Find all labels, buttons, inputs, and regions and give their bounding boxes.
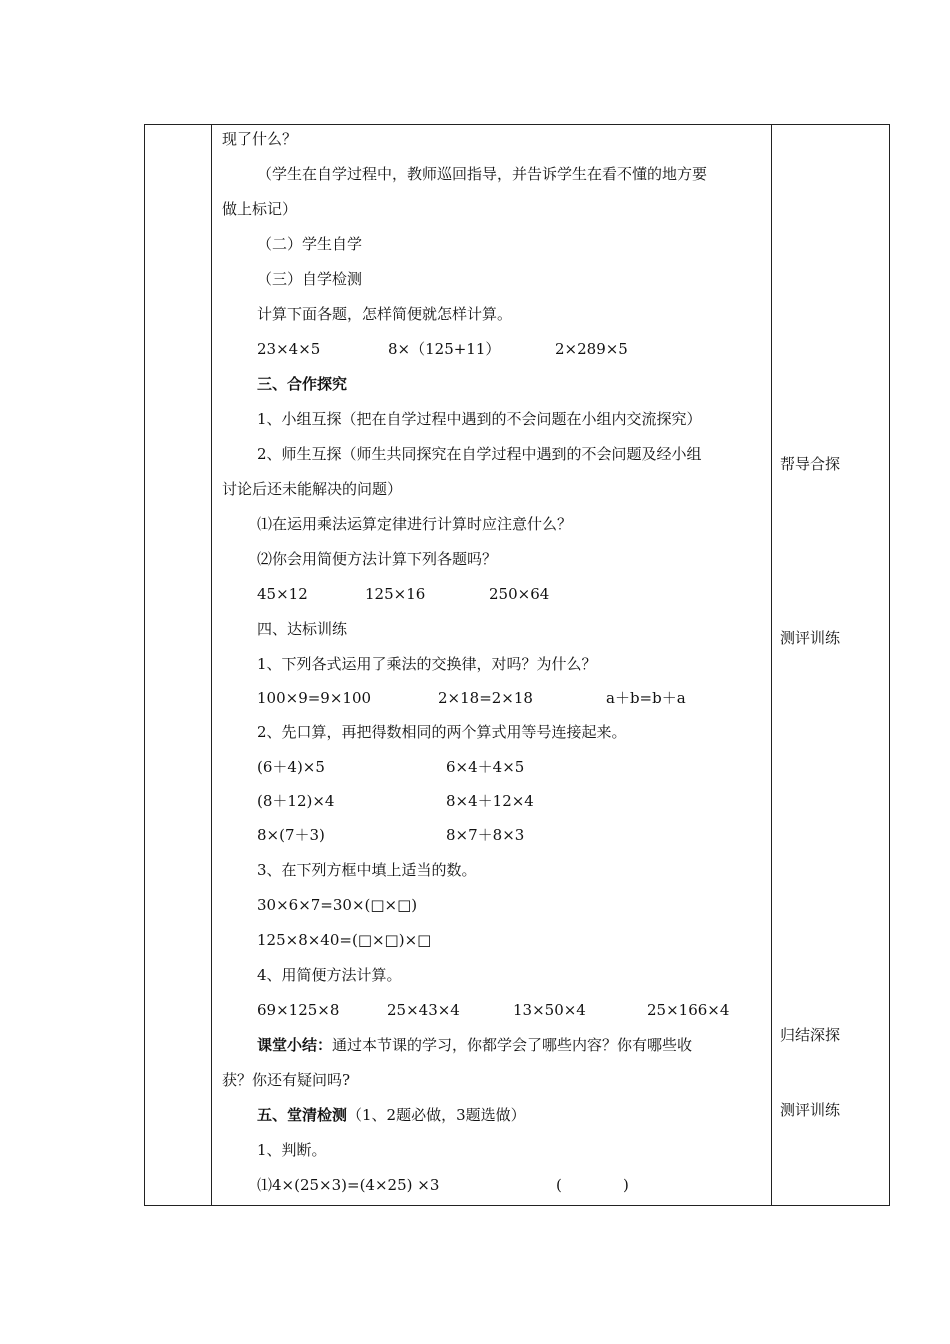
check-heading-line	[257, 1105, 526, 1125]
expression: 125×8×40=(□×□)×□	[257, 931, 432, 949]
expression: 45×12	[257, 585, 308, 603]
expression: 69×125×8	[257, 1001, 340, 1019]
text-line: 4、用简便方法计算。	[257, 966, 402, 984]
expression: 2×18=2×18	[438, 689, 533, 707]
expression: 8×7＋8×3	[446, 826, 525, 844]
expression: 250×64	[489, 585, 550, 603]
expression: 100×9=9×100	[257, 689, 372, 707]
section-heading: 四、达标训练	[257, 620, 348, 638]
expression: 8×4＋12×4	[446, 792, 534, 810]
expression: 30×6×7=30×(□×□)	[257, 896, 418, 914]
expression: 8×(7＋3)	[257, 826, 325, 844]
answer-paren-close: )	[623, 1176, 629, 1194]
text-line: 2、先口算，再把得数相同的两个算式用等号连接起来。	[257, 723, 627, 741]
check-note: （1、2题必做，3题选做）	[347, 1106, 526, 1124]
summary-text: 通过本节课的学习，你都学会了哪些内容？你有哪些收	[332, 1036, 693, 1054]
expression: ⑴4×(25×3)=(4×25) ×3	[257, 1176, 440, 1194]
expression: 13×50×4	[513, 1001, 586, 1019]
text-line: 1、下列各式运用了乘法的交换律，对吗？为什么？	[257, 655, 597, 673]
column-divider-right	[771, 125, 772, 1205]
text-line: 1、小组互探（把在自学过程中遇到的不会问题在小组内交流探究）	[257, 410, 702, 428]
text-line: 现了什么？	[222, 130, 298, 148]
expression: 23×4×5	[257, 340, 321, 358]
text-line: 做上标记）	[222, 200, 298, 218]
check-heading: 五、堂清检测	[257, 1106, 348, 1124]
text-line: ⑴在运用乘法运算定律进行计算时应注意什么？	[257, 515, 573, 533]
expression: 25×166×4	[647, 1001, 730, 1019]
text-line: ⑵你会用简便方法计算下列各题吗？	[257, 550, 498, 568]
text-line: 计算下面各题，怎样简便就怎样计算。	[257, 305, 513, 323]
section-heading: 三、合作探究	[257, 375, 348, 393]
expression: 25×43×4	[387, 1001, 460, 1019]
lesson-table	[144, 124, 890, 1206]
expression: a＋b=b＋a	[606, 689, 686, 707]
answer-paren-open: (	[556, 1176, 562, 1194]
text-line: 获？你还有疑问吗?	[222, 1071, 351, 1089]
summary-label: 课堂小结：	[257, 1036, 333, 1054]
column-divider-left	[211, 125, 212, 1205]
text-line: 2、师生互探（师生共同探究在自学过程中遇到的不会问题及经小组	[257, 445, 702, 463]
expression: 6×4＋4×5	[446, 758, 525, 776]
text-line: 3、在下列方框中填上适当的数。	[257, 861, 477, 879]
text-line: （三）自学检测	[257, 270, 363, 288]
side-label-test: 测评训练	[780, 629, 841, 647]
expression: (6＋4)×5	[257, 758, 325, 776]
expression: (8＋12)×4	[257, 792, 335, 810]
text-line: 1、判断。	[257, 1141, 327, 1159]
side-label-test-2: 测评训练	[780, 1101, 841, 1119]
side-label-guide: 帮导合探	[780, 455, 841, 473]
text-line: （学生在自学过程中，教师巡回指导，并告诉学生在看不懂的地方要	[257, 165, 708, 183]
summary-line	[257, 1035, 692, 1055]
expression: 8×（125+11）	[388, 340, 501, 358]
text-line: 讨论后还未能解决的问题）	[222, 480, 403, 498]
side-label-summary: 归结深探	[780, 1026, 841, 1044]
expression: 2×289×5	[555, 340, 628, 358]
expression: 125×16	[365, 585, 426, 603]
text-line: （二）学生自学	[257, 235, 363, 253]
